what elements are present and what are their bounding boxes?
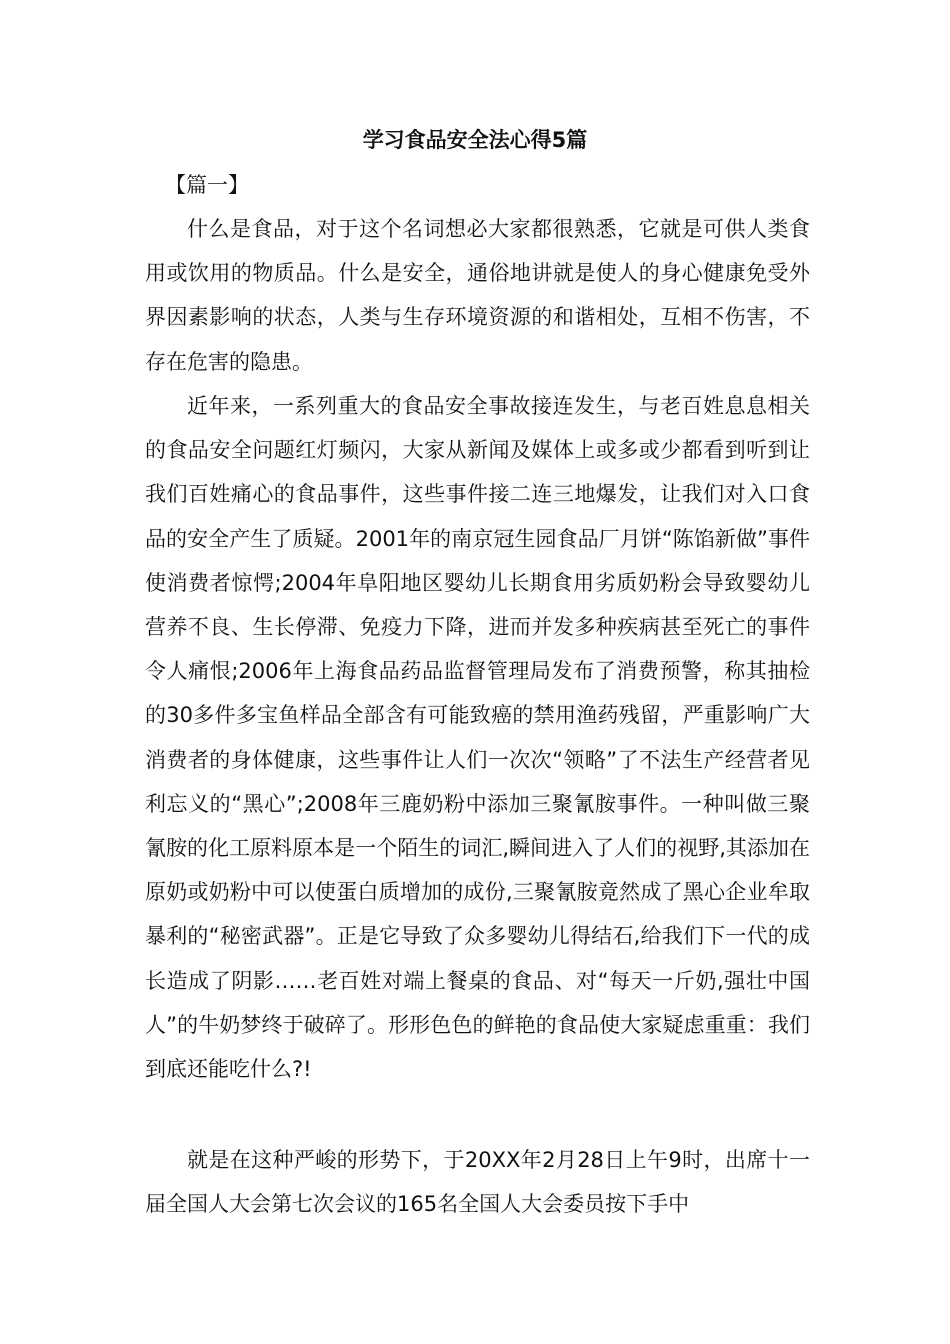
document-title: 学习食品安全法心得5篇 xyxy=(362,128,588,152)
paragraph-3: 就是在这种严峻的形势下，于20XX年2月28日上午9时，出席十一届全国人大会第七次会议的165名全国人大会委员按下手中 xyxy=(145,1148,810,1217)
paragraph-2: 近年来，一系列重大的食品安全事故接连发生，与老百姓息息相关的食品安全问题红灯频闪，大家从新闻及媒体上或多或少都看到听到让我们百姓痛心的食品事件，这些事件接二连三地爆发，让我们对入口食品的安全产生了质疑。2001年的南京冠生园食品厂月饼“陈馅新做”事件使消费者惊愕;2004年阜阳地区婴幼儿长期食用劣质奶粉会导致婴幼儿营养不良、生长停滞、免疫力下降，进而并发多种疾病甚至死亡的事件令人痛恨;2006年上海食品药品监督管理局发布了消费预警，称其抽检的30多件多宝鱼样品全部含有可能致癌的禁用渔药残留，严重影响广大消费者的身体健康，这些事件让人们一次次“领略”了不法生产经营者见利忘义的“黑心”;2008年三鹿奶粉中添加三聚氰胺事件。一种叫做三聚氰胺的化工原料原本是一个陌生的词汇,瞬间进入了人们的视野,其添加在原奶或奶粉中可以使蛋白质增加的成份,三聚氰胺竟然成了黑心企业牟取暴利的“秘密武器”。正是它导致了众多婴幼儿得结石,给我们下一代的成长造成了阴影……老百姓对端上餐桌的食品、对“每天一斤奶,强壮中国人”的牛奶梦终于破碎了。形形色色的鲜艳的食品使大家疑虑重重：我们到底还能吃什么?! xyxy=(145,394,810,1082)
paragraph-1: 什么是食品，对于这个名词想必大家都很熟悉，它就是可供人类食用或饮用的物质品。什么是安全，通俗地讲就是使人的身心健康免受外界因素影响的状态，人类与生存环境资源的和谐相处，互相不伤害，不存在危害的隐患。 xyxy=(145,217,810,374)
section-label: 【篇一】 xyxy=(165,173,249,197)
